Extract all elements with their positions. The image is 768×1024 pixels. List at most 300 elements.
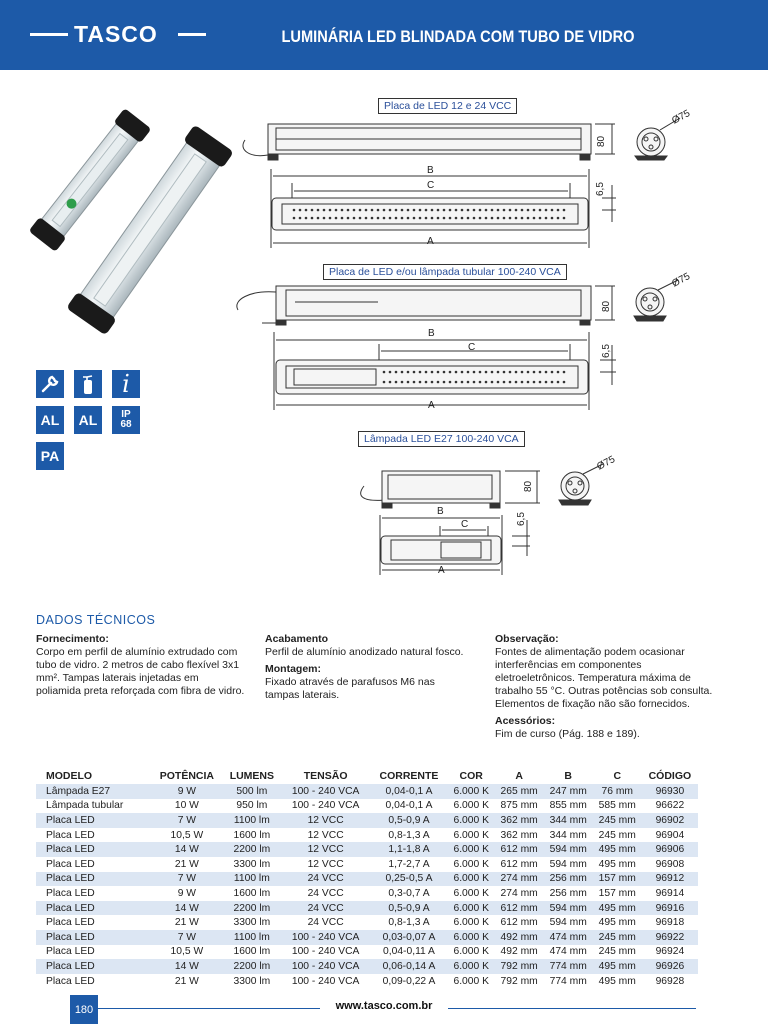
led-dot [539, 217, 542, 220]
table-cell: Placa LED [36, 813, 151, 828]
led-dot [329, 209, 332, 212]
led-dot [509, 217, 512, 220]
table-cell: 6.000 K [448, 857, 495, 872]
led-dot [401, 381, 404, 384]
led-dot [461, 381, 464, 384]
table-cell: 10 W [151, 799, 223, 814]
table-cell: 96922 [642, 930, 698, 945]
led-dot [521, 209, 524, 212]
table-cell: Placa LED [36, 974, 151, 989]
notes-heading: Observação: [495, 633, 559, 645]
table-cell: 96912 [642, 872, 698, 887]
table-cell: 612 mm [495, 842, 544, 857]
led-dot [455, 217, 458, 220]
table-cell: 24 VCC [281, 872, 370, 887]
led-dot [293, 217, 296, 220]
table-cell: 96904 [642, 828, 698, 843]
table-cell: 256 mm [544, 886, 593, 901]
table-cell: 6.000 K [448, 828, 495, 843]
spec-table [36, 768, 698, 988]
table-cell: 14 W [151, 901, 223, 916]
led-dot [401, 217, 404, 220]
table-cell: 9 W [151, 886, 223, 901]
table-row [36, 872, 698, 887]
table-cell: 96924 [642, 945, 698, 960]
led-dot [545, 209, 548, 212]
table-cell: 594 mm [544, 915, 593, 930]
dim-gap-2: 6,5 [601, 344, 612, 358]
finish-text: Perfil de alumínio anodizado natural fosco. [265, 646, 464, 658]
table-cell: 6.000 K [448, 974, 495, 989]
table-cell: 594 mm [544, 901, 593, 916]
table-cell: 492 mm [495, 945, 544, 960]
led-dot [503, 371, 506, 374]
led-dot [473, 381, 476, 384]
info-icon: i [112, 370, 140, 398]
dim-c-1: C [427, 180, 435, 191]
table-cell: 3300 lm [223, 974, 281, 989]
dim-h-3: 80 [523, 480, 534, 492]
led-dot [413, 217, 416, 220]
table-cell: 6.000 K [448, 945, 495, 960]
led-dot [473, 371, 476, 374]
led-dot [431, 209, 434, 212]
led-dot [425, 371, 428, 374]
led-dot [485, 217, 488, 220]
led-dot [413, 371, 416, 374]
dim-gap-1: 6,5 [595, 182, 606, 196]
led-dot [455, 381, 458, 384]
drawing-label-2: Placa de LED e/ou lâmpada tubular 100-240 VCA [323, 264, 567, 280]
led-dot [401, 371, 404, 374]
led-dot [461, 209, 464, 212]
led-dot [347, 209, 350, 212]
dim-a-3: A [438, 565, 445, 576]
table-cell: 96918 [642, 915, 698, 930]
led-dot [491, 381, 494, 384]
led-dot [515, 209, 518, 212]
dimension-labels [427, 108, 692, 576]
tech-col-notes [495, 633, 720, 741]
led-dot [533, 209, 536, 212]
page-title: LUMINÁRIA LED BLINDADA COM TUBO DE VIDRO [280, 27, 634, 46]
table-cell: 265 mm [495, 784, 544, 799]
table-cell: 245 mm [593, 813, 642, 828]
table-row [36, 945, 698, 960]
led-dot [521, 217, 524, 220]
led-dot [497, 217, 500, 220]
led-dot [521, 371, 524, 374]
led-dot [449, 217, 452, 220]
led-dot [539, 381, 542, 384]
table-cell: 12 VCC [281, 842, 370, 857]
table-header-row [36, 768, 698, 784]
table-cell: 6.000 K [448, 842, 495, 857]
led-dot [515, 217, 518, 220]
dim-a-1: A [427, 236, 434, 247]
led-dot [551, 371, 554, 374]
led-dot [551, 209, 554, 212]
led-dot [401, 209, 404, 212]
led-dot [299, 217, 302, 220]
table-cell: 96914 [642, 886, 698, 901]
table-cell: 6.000 K [448, 886, 495, 901]
led-dot [533, 381, 536, 384]
table-cell: 1,1-1,8 A [370, 842, 448, 857]
table-row [36, 784, 698, 799]
table-row [36, 799, 698, 814]
table-cell: 0,5-0,9 A [370, 813, 448, 828]
table-cell: 157 mm [593, 886, 642, 901]
led-dot [419, 217, 422, 220]
table-cell: 3300 lm [223, 857, 281, 872]
wrench-icon [36, 370, 64, 398]
led-dot [527, 371, 530, 374]
table-cell: 7 W [151, 930, 223, 945]
accessories-heading: Acessórios: [495, 715, 556, 727]
led-dot [431, 217, 434, 220]
led-dot [443, 371, 446, 374]
table-cell: 495 mm [593, 915, 642, 930]
dim-gap-3: 6,5 [516, 512, 527, 526]
section-title: DADOS TÉCNICOS [36, 613, 156, 627]
supply-heading: Fornecimento: [36, 633, 109, 645]
table-cell: 12 VCC [281, 813, 370, 828]
table-row [36, 857, 698, 872]
table-cell: 2200 lm [223, 959, 281, 974]
led-dot [311, 217, 314, 220]
table-cell: Placa LED [36, 915, 151, 930]
table-cell: 76 mm [593, 784, 642, 799]
table-cell: 594 mm [544, 842, 593, 857]
led-dot [545, 217, 548, 220]
dim-h-2: 80 [601, 300, 612, 312]
led-dot [425, 209, 428, 212]
led-dot [425, 381, 428, 384]
aluminium-icon: AL [36, 406, 64, 434]
table-cell: 157 mm [593, 872, 642, 887]
dim-dia-2: Ø75 [670, 271, 693, 290]
website-link[interactable]: www.tasco.com.br [320, 1000, 448, 1012]
led-dot [317, 209, 320, 212]
led-dot [479, 381, 482, 384]
table-cell: 21 W [151, 857, 223, 872]
led-dot [383, 371, 386, 374]
led-dot [467, 381, 470, 384]
dim-dia-3: Ø75 [595, 454, 618, 473]
led-dot [467, 217, 470, 220]
table-row [36, 842, 698, 857]
table-cell: Lâmpada tubular [36, 799, 151, 814]
table-cell: 12 VCC [281, 857, 370, 872]
led-dot [407, 209, 410, 212]
ip68-icon-top: IP [121, 409, 131, 420]
table-cell: 500 lm [223, 784, 281, 799]
drawing-label-1: Placa de LED 12 e 24 VCC [378, 98, 517, 114]
table-cell: Placa LED [36, 945, 151, 960]
led-dot [419, 381, 422, 384]
led-dot [389, 371, 392, 374]
table-cell: 2200 lm [223, 901, 281, 916]
led-dot [563, 381, 566, 384]
led-dot [413, 381, 416, 384]
table-cell: 6.000 K [448, 930, 495, 945]
tech-col-supply [36, 633, 246, 698]
table-cell: 0,8-1,3 A [370, 915, 448, 930]
led-dot [563, 209, 566, 212]
table-cell: 612 mm [495, 915, 544, 930]
table-cell: 855 mm [544, 799, 593, 814]
led-dot [431, 381, 434, 384]
led-dot [335, 209, 338, 212]
table-cell: 96902 [642, 813, 698, 828]
table-cell: 100 - 240 VCA [281, 945, 370, 960]
led-dot [371, 209, 374, 212]
dim-b-3: B [437, 506, 444, 517]
led-dot [389, 209, 392, 212]
ip68-icon-bottom: 68 [120, 419, 132, 430]
table-cell: 0,04-0,1 A [370, 799, 448, 814]
table-cell: 6.000 K [448, 813, 495, 828]
led-dot [551, 381, 554, 384]
table-cell: 24 VCC [281, 886, 370, 901]
led-dot [341, 217, 344, 220]
table-cell: 495 mm [593, 842, 642, 857]
table-cell: 774 mm [544, 974, 593, 989]
led-dot [497, 381, 500, 384]
aluminium-icon-2: AL [74, 406, 102, 434]
table-cell: 0,03-0,07 A [370, 930, 448, 945]
led-dot [527, 381, 530, 384]
table-cell: 1100 lm [223, 930, 281, 945]
led-dot [461, 371, 464, 374]
led-dot [485, 371, 488, 374]
led-dot [545, 371, 548, 374]
column-header: CORRENTE [379, 770, 439, 782]
drawing-1 [243, 118, 680, 248]
table-cell: 792 mm [495, 959, 544, 974]
led-dot [305, 217, 308, 220]
led-dot [419, 371, 422, 374]
led-dot [533, 217, 536, 220]
table-cell: 612 mm [495, 857, 544, 872]
table-cell: 774 mm [544, 959, 593, 974]
led-dot [353, 217, 356, 220]
table-cell: 492 mm [495, 930, 544, 945]
table-cell: 10,5 W [151, 828, 223, 843]
footer-line-right [448, 1008, 696, 1009]
column-header: TENSÃO [303, 770, 348, 782]
table-cell: 1,7-2,7 A [370, 857, 448, 872]
table-cell: 1100 lm [223, 813, 281, 828]
led-dot [527, 209, 530, 212]
table-cell: 96928 [642, 974, 698, 989]
table-cell: 96906 [642, 842, 698, 857]
led-dot [497, 371, 500, 374]
dim-dia-1: Ø75 [670, 108, 693, 127]
dim-b-1: B [427, 165, 434, 176]
led-dot [395, 371, 398, 374]
led-dot [449, 209, 452, 212]
table-cell: 495 mm [593, 959, 642, 974]
led-dot [497, 209, 500, 212]
notes-text: Fontes de alimentação podem ocasionar interferências em componentes eletroeletrônicos. Temperatura máxima de trabalho 55 °C. Outras potências sob consulta. Elementos de fixação não são fornecidos. [495, 646, 713, 710]
led-dot [407, 381, 410, 384]
accessories-text: Fim de curso (Pág. 188 e 189). [495, 728, 640, 740]
mounting-heading: Montagem: [265, 663, 321, 675]
led-dot [515, 381, 518, 384]
table-cell: 1600 lm [223, 945, 281, 960]
table-cell: 96916 [642, 901, 698, 916]
table-cell: 6.000 K [448, 915, 495, 930]
table-cell: 875 mm [495, 799, 544, 814]
led-dot [557, 217, 560, 220]
table-cell: 6.000 K [448, 872, 495, 887]
led-dot [371, 217, 374, 220]
extinguisher-icon [74, 370, 102, 398]
table-row [36, 828, 698, 843]
led-dot [413, 209, 416, 212]
table-cell: Placa LED [36, 959, 151, 974]
finish-heading: Acabamento [265, 633, 329, 645]
table-cell: 96908 [642, 857, 698, 872]
led-dot [455, 209, 458, 212]
table-cell: 245 mm [593, 930, 642, 945]
drawing-3 [361, 464, 603, 575]
led-dot [563, 217, 566, 220]
table-cell: 0,5-0,9 A [370, 901, 448, 916]
led-dot [479, 217, 482, 220]
table-cell: 100 - 240 VCA [281, 930, 370, 945]
table-cell: 2200 lm [223, 842, 281, 857]
table-cell: 585 mm [593, 799, 642, 814]
table-cell: 6.000 K [448, 784, 495, 799]
led-dot [449, 381, 452, 384]
led-dot [503, 209, 506, 212]
table-cell: 344 mm [544, 828, 593, 843]
led-dot [311, 209, 314, 212]
led-dot [359, 217, 362, 220]
column-header: POTÊNCIA [159, 770, 214, 782]
led-dot [491, 209, 494, 212]
led-dot [395, 209, 398, 212]
led-dot [377, 217, 380, 220]
led-dot [419, 209, 422, 212]
table-cell: 7 W [151, 872, 223, 887]
led-dot [293, 209, 296, 212]
table-cell: 1600 lm [223, 886, 281, 901]
table-cell: 96926 [642, 959, 698, 974]
table-cell: Placa LED [36, 828, 151, 843]
table-cell: 6.000 K [448, 901, 495, 916]
page-number: 180 [70, 995, 98, 1024]
dim-c-3: C [461, 519, 469, 530]
table-cell: 7 W [151, 813, 223, 828]
table-cell: Placa LED [36, 857, 151, 872]
led-dot [365, 217, 368, 220]
led-dot [347, 217, 350, 220]
table-cell: 0,3-0,7 A [370, 886, 448, 901]
led-dot [473, 217, 476, 220]
dim-h-1: 80 [596, 135, 607, 147]
table-cell: 792 mm [495, 974, 544, 989]
led-dot [485, 209, 488, 212]
table-cell: 96622 [642, 799, 698, 814]
led-dot [503, 217, 506, 220]
led-dot [485, 381, 488, 384]
supply-text: Corpo em perfil de alumínio extrudado com tubo de vidro. 2 metros de cabo flexível 3x1 mm². Tampas laterais injetadas em poliamida preta reforçada com fibra de vidro. [36, 646, 245, 697]
table-cell: 495 mm [593, 974, 642, 989]
table-cell: 0,09-0,22 A [370, 974, 448, 989]
led-dot [389, 381, 392, 384]
table-cell: 0,04-0,11 A [370, 945, 448, 960]
table-row [36, 901, 698, 916]
led-dot [533, 371, 536, 374]
led-dot [383, 217, 386, 220]
table-cell: 612 mm [495, 901, 544, 916]
led-dot [509, 381, 512, 384]
table-cell: 6.000 K [448, 959, 495, 974]
table-cell: 1600 lm [223, 828, 281, 843]
led-dot [317, 217, 320, 220]
table-cell: 10,5 W [151, 945, 223, 960]
led-dot [395, 381, 398, 384]
led-dot [299, 209, 302, 212]
table-cell: Lâmpada E27 [36, 784, 151, 799]
table-row [36, 974, 698, 989]
led-dot [353, 209, 356, 212]
led-dot [551, 217, 554, 220]
table-cell: 1100 lm [223, 872, 281, 887]
footer-line-left [98, 1008, 320, 1009]
column-header: COR [459, 770, 483, 782]
led-dot [437, 371, 440, 374]
led-dot [383, 209, 386, 212]
table-cell: 362 mm [495, 813, 544, 828]
table-cell: 96930 [642, 784, 698, 799]
led-dot [431, 371, 434, 374]
table-cell: 474 mm [544, 945, 593, 960]
table-cell: Placa LED [36, 930, 151, 945]
led-dot [305, 209, 308, 212]
led-dot [323, 217, 326, 220]
table-cell: 474 mm [544, 930, 593, 945]
table-cell: 14 W [151, 842, 223, 857]
led-dot [449, 371, 452, 374]
led-dot [557, 381, 560, 384]
table-cell: 24 VCC [281, 915, 370, 930]
led-dot [455, 371, 458, 374]
table-cell: 274 mm [495, 886, 544, 901]
table-cell: 100 - 240 VCA [281, 959, 370, 974]
table-cell: 256 mm [544, 872, 593, 887]
table-cell: 247 mm [544, 784, 593, 799]
column-header: MODELO [46, 770, 93, 782]
table-cell: Placa LED [36, 886, 151, 901]
led-dot [443, 217, 446, 220]
table-cell: 100 - 240 VCA [281, 784, 370, 799]
dim-b-2: B [428, 328, 435, 339]
led-dot [437, 217, 440, 220]
table-row [36, 886, 698, 901]
led-dot [407, 371, 410, 374]
led-dot [461, 217, 464, 220]
table-cell: 245 mm [593, 945, 642, 960]
led-dot [539, 371, 542, 374]
table-cell: 9 W [151, 784, 223, 799]
table-row [36, 930, 698, 945]
led-dot [545, 381, 548, 384]
